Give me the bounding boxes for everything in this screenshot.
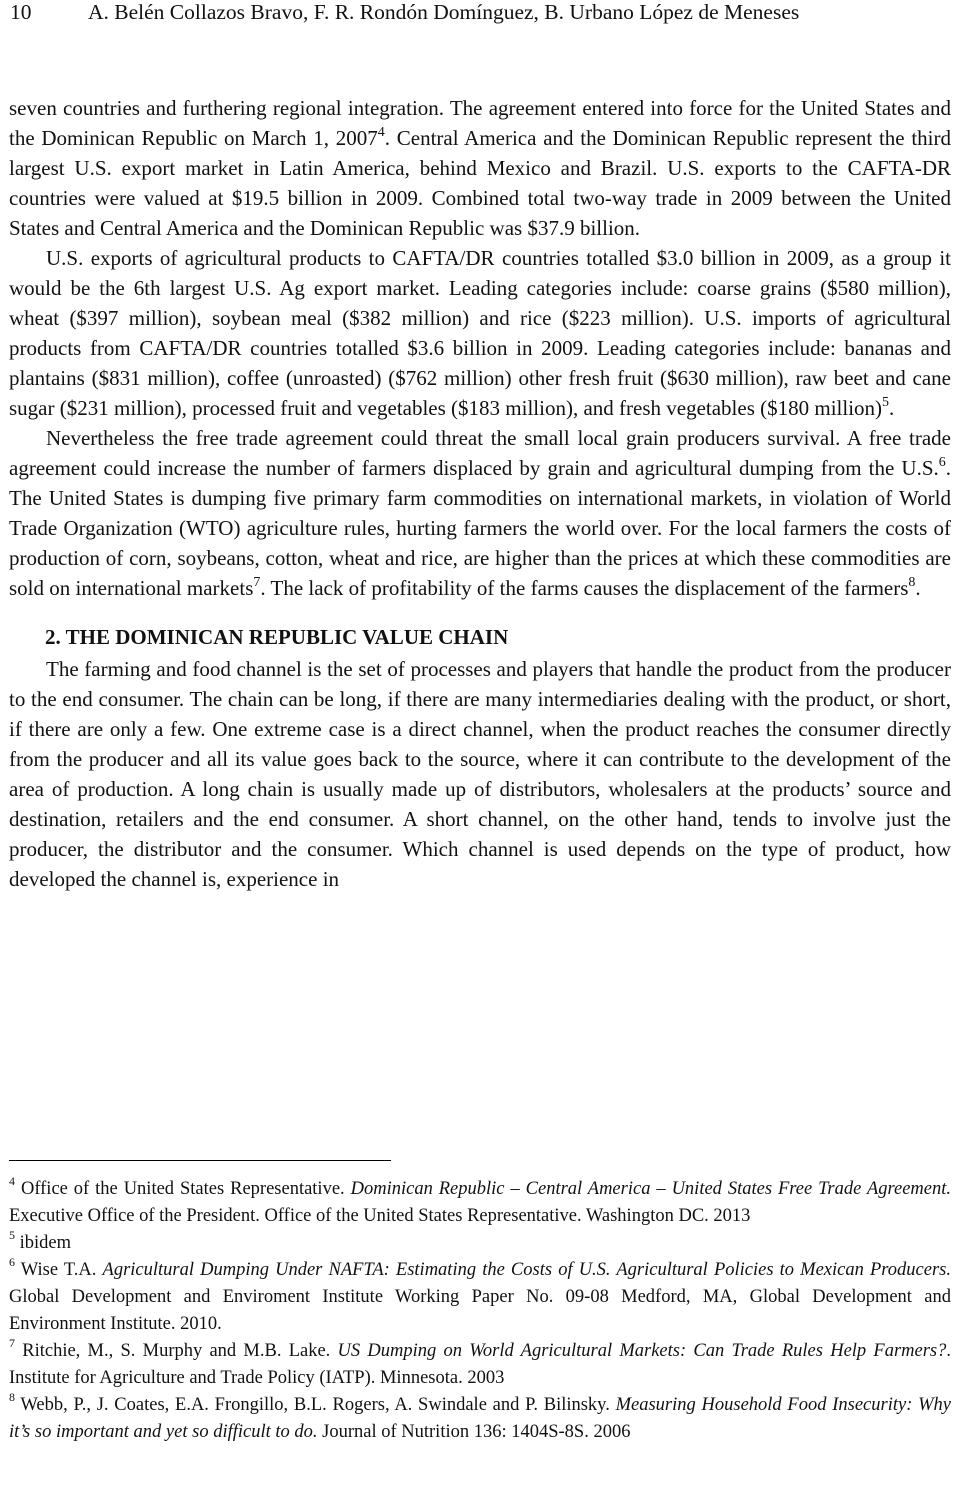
footnote-text: Ritchie, M., S. Murphy and M.B. Lake. <box>22 1341 338 1361</box>
footnote-text: Journal of Nutrition 136: 1404S-8S. 2006 <box>317 1422 631 1442</box>
footnote-ref-6[interactable]: 6 <box>938 455 946 470</box>
footnote-text: Webb, P., J. Coates, E.A. Frongillo, B.L. Rogers, A. Swindale and P. Bilinsky. <box>20 1395 616 1415</box>
footnote-number: 8 <box>9 1389 15 1404</box>
section-title: 2. THE DOMINICAN REPUBLIC VALUE CHAIN <box>45 625 509 649</box>
footnote-text: Office of the United States Representative. <box>20 1179 351 1199</box>
page-number: 10 <box>10 0 32 24</box>
paragraph-3-text-b: . The United States is dumping five primary farm commodities on international markets, in violation of World Trade Organization (WTO) agriculture rules, hurting farmers the world over. For the local farmers the costs of production of corn, soybeans, cotton, wheat and rice, are higher than the prices at which these commodities are sold on international markets <box>9 456 951 600</box>
footnote-7 <box>9 1335 951 1392</box>
footnote-text: ibidem <box>19 1233 72 1253</box>
paragraph-1-text-a: seven countries and furthering regional integration. The agreement entered into force for the United States and the Dominican Republic on March 1, 2007 <box>9 96 951 150</box>
footnote-ref-5[interactable]: 5 <box>882 395 890 410</box>
footnote-title: US Dumping on World Agricultural Markets: Can Trade Rules Help Farmers? <box>337 1341 947 1361</box>
paragraph-2-text-b: . <box>889 396 895 420</box>
footnote-number: 7 <box>9 1335 15 1350</box>
paragraph-1 <box>9 93 951 243</box>
paragraph-2-text-a: U.S. exports of agricultural products to CAFTA/DR countries totalled $3.0 billion in 2009, as a group it would be the 6th largest U.S. Ag export market. Leading categories include: coarse grains ($580 million), wheat ($397 million), soybean meal ($382 million) and rice ($223 million). U.S. imports of agricultural products from CAFTA/DR countries totalled $3.6 billion in 2009. Leading categories include: bananas and plantains ($831 million), coffee (unroasted) ($762 million) other fresh fruit ($630 million), raw beet and cane sugar ($231 million), processed fruit and vegetables ($183 million), and fresh vegetables ($180 million) <box>9 246 951 420</box>
paragraph-4: The farming and food channel is the set of processes and players that handle the product from the producer to the end consumer. The chain can be long, if there are many intermediaries dealing with the product, or short, if there are only a few. One extreme case is a direct channel, when the product reaches the consumer directly from the producer and all its value goes back to the source, where it can contribute to the development of the area of production. A long chain is usually made up of distributors, wholesalers at the products’ source and destination, retailers and the end consumer. A short channel, on the other hand, tends to involve just the producer, the distributor and the consumer. Which channel is used depends on the type of product, how developed the channel is, experience in <box>9 657 951 891</box>
paragraph-3-text-c: . The lack of profitability of the farms causes the displacement of the farmers <box>260 576 909 600</box>
footnote-text: . Institute for Agriculture and Trade Policy (IATP). Minnesota. 2003 <box>9 1341 951 1388</box>
footnote-ref-7[interactable]: 7 <box>253 575 261 590</box>
paragraph-1-text-b: . Central America and the Dominican Republic represent the third largest U.S. export market in Latin America, behind Mexico and Brazil. U.S. exports to the CAFTA-DR countries were valued at $19.5 billion in 2009. Combined total two-way trade in 2009 between the United States and Central America and the Dominican Republic was $37.9 billion. <box>9 126 951 240</box>
footnote-5 <box>9 1227 951 1257</box>
paragraph-2 <box>9 243 951 423</box>
footnote-title: Measuring Household Food Insecurity: Why it’s so important and yet so difficult to do. <box>9 1395 951 1442</box>
footnote-text: Global Development and Enviroment Institute Working Paper No. 09-08 Medford, MA, Global Development and Environment Institute. 2010. <box>9 1287 951 1334</box>
paragraph-3-text-a: Nevertheless the free trade agreement could threat the small local grain producers survival. A free trade agreement could increase the number of farmers displaced by grain and agricultural dumping from the U.S. <box>9 426 951 480</box>
footnote-ref-4[interactable]: 4 <box>377 125 385 140</box>
footnote-title: Dominican Republic – Central America – United States Free Trade Agreement. <box>350 1179 952 1199</box>
footnote-ref-8[interactable]: 8 <box>908 575 916 590</box>
footnote-number: 4 <box>9 1173 15 1188</box>
footnote-title: Agricultural Dumping Under NAFTA: Estimating the Costs of U.S. Agricultural Policies to Mexican Producers. <box>102 1260 951 1280</box>
running-header-authors: A. Belén Collazos Bravo, F. R. Rondón Domínguez, B. Urbano López de Meneses <box>88 0 800 24</box>
footnote-4 <box>9 1173 952 1230</box>
footnote-divider <box>9 1160 391 1161</box>
footnote-number: 6 <box>9 1254 15 1269</box>
running-header <box>10 0 950 30</box>
footnote-text: Wise T.A. <box>20 1260 103 1280</box>
body-text <box>9 93 951 894</box>
footnote-6 <box>9 1254 951 1338</box>
footnote-number: 5 <box>9 1227 15 1242</box>
paragraph-3-text-d: . <box>915 576 921 600</box>
footnotes <box>9 1173 952 1446</box>
footnote-text: Executive Office of the President. Office of the United States Representative. Washington DC. 2013 <box>9 1206 751 1226</box>
footnote-8 <box>9 1389 951 1446</box>
paragraph-3 <box>9 423 951 603</box>
